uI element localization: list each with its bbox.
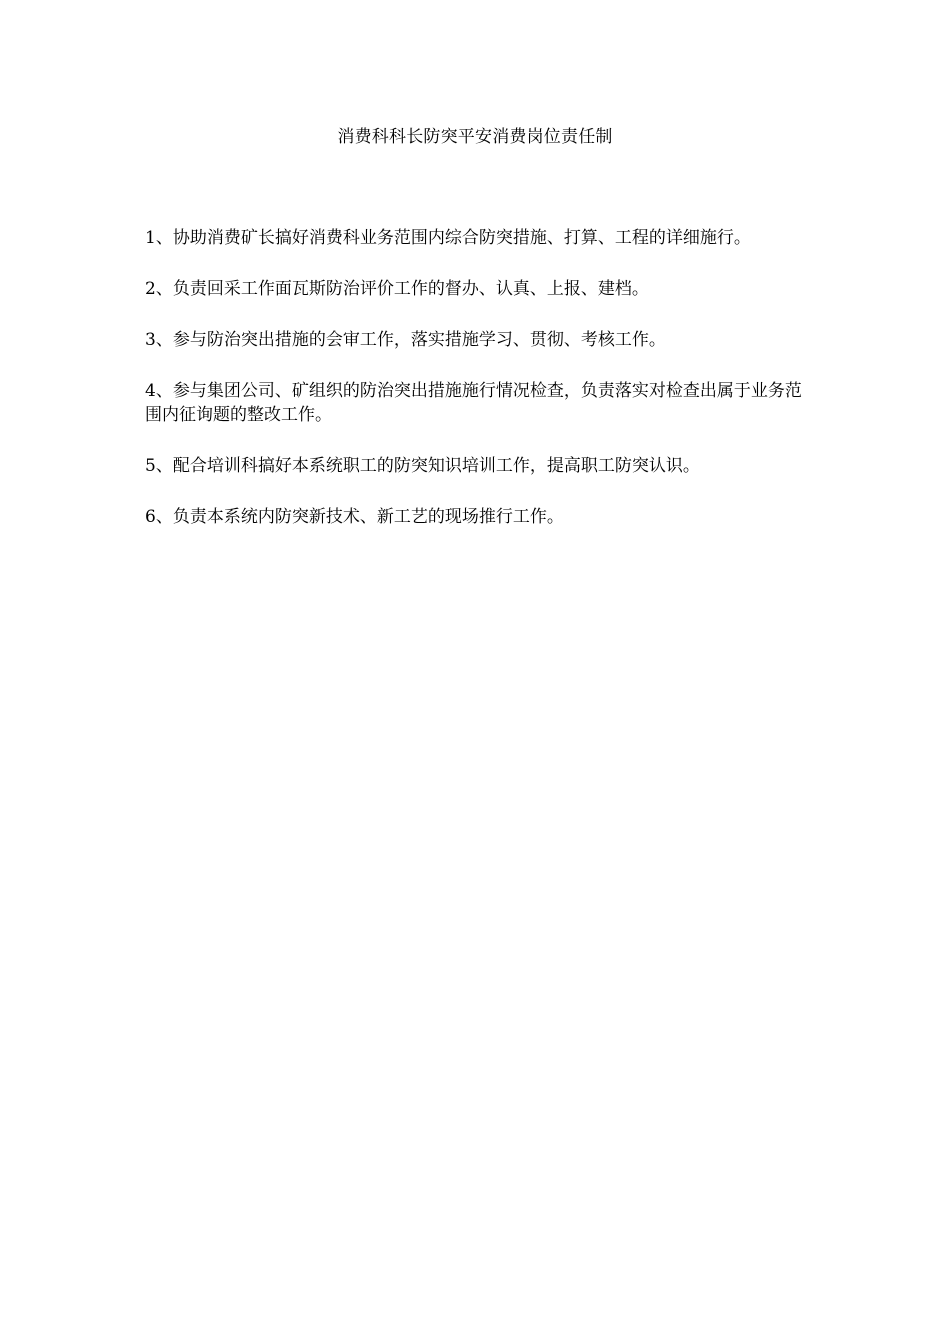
- document-title: 消费科科长防突平安消费岗位责任制: [337, 127, 613, 147]
- clause-item: 5、配合培训科搞好本系统职工的防突知识培训工作，提高职工防突认识。: [145, 456, 700, 476]
- clause-item: 6、负责本系统内防突新技术、新工艺的现场推行工作。: [145, 507, 564, 527]
- clause-item: 3、参与防治突出措施的会审工作，落实措施学习、贯彻、考核工作。: [145, 330, 666, 350]
- clause-item: 4、参与集团公司、矿组织的防治突出措施施行情况检查，负责落实对检查出属于业务范围内征询题的整改工作。: [145, 381, 802, 425]
- clause-item: 2、负责回采工作面瓦斯防治评价工作的督办、认真、上报、建档。: [145, 279, 649, 299]
- clause-list: [145, 226, 810, 556]
- clause-item: 1、协助消费矿长搞好消费科业务范围内综合防突措施、打算、工程的详细施行。: [145, 228, 751, 248]
